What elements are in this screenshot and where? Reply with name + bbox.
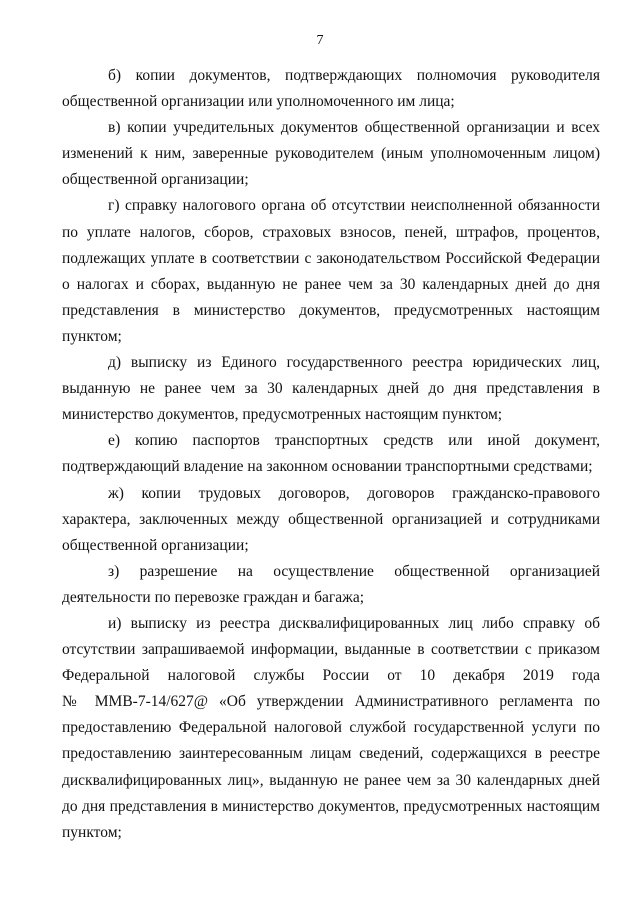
text-line: характера, заключенных между общественной организацией и сотрудниками — [62, 510, 600, 528]
text-line: изменений к ним, заверенные руководителем (иным уполномоченным лицом) — [62, 145, 600, 163]
text-line: г) справку налогового органа об отсутствии неисполненной обязанности — [108, 197, 600, 215]
text-line: б) копии документов, подтверждающих полномочия руководителя — [108, 67, 600, 84]
text-line: предоставлению заинтересованным лицам сведений, содержащихся в реестре — [62, 745, 600, 763]
text-line: предоставлению Федеральной налоговой службой государственной услуги по — [62, 719, 600, 737]
text-line: до дня представления в министерство документов, предусмотренных настоящим — [62, 797, 600, 815]
text-line: з) разрешение на осуществление общественной организацией — [108, 562, 600, 580]
text-line: деятельности по перевозке граждан и багажа; — [62, 588, 365, 606]
text-line: пунктом; — [62, 823, 122, 841]
text-line: № ММВ-7-14/627@ «Об утверждении Административного регламента по — [62, 693, 600, 711]
document-body — [62, 63, 600, 846]
text-line: Федеральной налоговой службы России от 10 декабря 2019 года — [62, 667, 600, 685]
text-line: выданную не ранее чем за 30 календарных дней до дня представления в — [62, 380, 600, 398]
text-line: и) выписку из реестра дисквалифицированных лиц либо справку об — [108, 614, 600, 632]
text-line: е) копию паспортов транспортных средств или иной документ, — [108, 432, 600, 450]
list-item-z — [62, 559, 600, 611]
text-line: подлежащих уплате в соответствии с законодательством Российской Федерации — [62, 249, 600, 267]
text-line: отсутствии запрашиваемой информации, выданные в соответствии с приказом — [62, 641, 600, 659]
text-line: по уплате налогов, сборов, страховых взносов, пеней, штрафов, процентов, — [62, 223, 600, 241]
list-item-zh — [62, 481, 600, 559]
text-line: общественной организации; — [62, 171, 249, 189]
text-line: подтверждающий владение на законном основании транспортными средствами; — [62, 458, 593, 476]
list-item-d — [62, 350, 600, 428]
text-line: общественной организации или уполномоченного им лица; — [62, 93, 455, 111]
text-line: ж) копии трудовых договоров, договоров гражданско-правового — [108, 484, 600, 502]
list-item-i — [62, 611, 600, 846]
list-item-b — [62, 63, 600, 115]
page-number: 7 — [316, 33, 324, 48]
text-line: о налогах и сборах, выданную не ранее чем за 30 календарных дней до дня — [62, 275, 600, 293]
text-line: общественной организации; — [62, 536, 249, 554]
text-line: в) копии учредительных документов общественной организации и всех — [108, 119, 600, 137]
text-line: дисквалифицированных лиц», выданную не ранее чем за 30 календарных дней — [62, 771, 600, 789]
list-item-v — [62, 115, 600, 193]
text-line: пунктом; — [62, 327, 122, 345]
list-item-g — [62, 193, 600, 350]
list-item-e — [62, 428, 600, 480]
text-line: д) выписку из Единого государственного реестра юридических лиц, — [108, 354, 600, 372]
text-line: министерство документов, предусмотренных настоящим пунктом; — [62, 406, 503, 424]
text-line: представления в министерство документов, предусмотренных настоящим — [62, 301, 600, 319]
